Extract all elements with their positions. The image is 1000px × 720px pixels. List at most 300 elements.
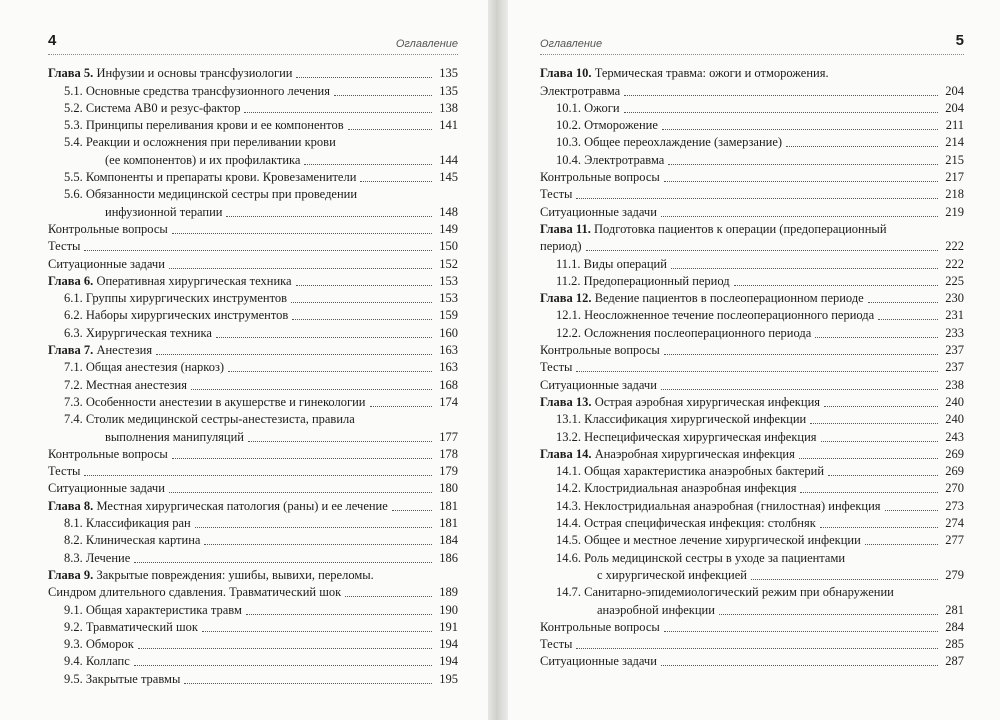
entry-text: 6.3. Хирургическая техника	[64, 325, 212, 340]
entry-text: 13.1. Классификация хирургической инфекции	[556, 412, 807, 427]
page-ref: 195	[439, 671, 458, 686]
toc-entry	[48, 272, 458, 289]
entry-text: период)	[540, 239, 582, 254]
toc-entry	[48, 427, 458, 444]
toc-entry	[540, 635, 964, 652]
left-page	[0, 0, 488, 720]
toc-entry	[48, 410, 458, 427]
dot-leader	[668, 163, 938, 165]
entry-text: 10.1. Ожоги	[556, 100, 620, 115]
entry-text: 14.4. Острая специфическая инфекция: столбняк	[556, 516, 816, 531]
page-ref: 141	[439, 118, 458, 133]
toc-entry	[540, 254, 964, 271]
toc-entry	[48, 99, 458, 116]
entry-text: 6.1. Группы хирургических инструментов	[64, 291, 288, 306]
toc-entry-title	[48, 222, 168, 237]
toc-entry	[540, 323, 964, 340]
page-ref: 138	[439, 100, 458, 115]
toc-entry	[540, 479, 964, 496]
toc-entry-title	[48, 274, 292, 289]
entry-text: 14.5. Общее и местное лечение хирургической инфекции	[556, 533, 861, 548]
dot-leader	[370, 405, 432, 407]
toc-entry-title	[64, 308, 288, 323]
entry-text: 5.3. Принципы переливания крови и ее компонентов	[64, 118, 344, 133]
page-ref: 277	[945, 533, 964, 548]
toc-entry-title	[556, 118, 658, 133]
toc-entry	[48, 375, 458, 392]
dot-leader	[815, 336, 938, 338]
toc-entry-title	[540, 66, 829, 81]
dot-leader	[244, 111, 432, 113]
toc-entry-title	[105, 430, 244, 445]
chapter-label: Глава 9.	[48, 567, 94, 582]
entry-text: 5.1. Основные средства трансфузионного лечения	[64, 83, 330, 98]
toc-entry-title	[540, 343, 660, 358]
toc-entry-title	[105, 153, 300, 168]
toc-entry-title	[64, 378, 187, 393]
entry-text: Анаэробная хирургическая инфекция	[594, 446, 795, 461]
dot-leader	[304, 163, 432, 165]
toc-entry-title	[64, 551, 130, 566]
toc-entry-title	[556, 153, 664, 168]
toc-entry-title	[556, 516, 816, 531]
toc-entry	[540, 445, 964, 462]
entry-text: 9.2. Травматический шок	[64, 619, 198, 634]
page-ref: 135	[439, 83, 458, 98]
page-number: 5	[955, 32, 964, 49]
toc-entry	[48, 462, 458, 479]
page-ref: 240	[945, 394, 964, 409]
toc-entry	[48, 150, 458, 167]
dot-leader	[878, 318, 938, 320]
book-gutter	[488, 0, 508, 720]
toc-entry	[48, 445, 458, 462]
page-ref: 218	[945, 187, 964, 202]
toc-entry-title	[540, 170, 660, 185]
toc-entry-title	[540, 84, 620, 99]
toc-entry	[540, 185, 964, 202]
chapter-label: Глава 11.	[540, 221, 591, 236]
entry-text: 8.3. Лечение	[64, 550, 131, 565]
page-ref: 233	[945, 325, 964, 340]
toc-entry-title	[540, 620, 660, 635]
toc-entry-title	[48, 481, 165, 496]
toc-entry-title	[556, 326, 811, 341]
toc-entry	[540, 462, 964, 479]
entry-text: Синдром длительного сдавления. Травматический шок	[48, 585, 342, 600]
dot-leader	[821, 440, 938, 442]
toc-entry-title	[556, 551, 845, 566]
page-ref: 179	[439, 464, 458, 479]
running-header	[540, 34, 964, 55]
toc-entry	[540, 341, 964, 358]
dot-leader	[169, 491, 432, 493]
toc-entry	[540, 289, 964, 306]
table-of-contents	[540, 64, 964, 669]
page-ref: 238	[945, 377, 964, 392]
dot-leader	[661, 664, 938, 666]
entry-text: инфузионной терапии	[105, 204, 223, 219]
page-ref: 225	[945, 273, 964, 288]
dot-leader	[134, 561, 432, 563]
table-of-contents	[48, 64, 458, 687]
dot-leader	[246, 613, 432, 615]
page-ref: 159	[439, 308, 458, 323]
entry-text: Тесты	[48, 239, 81, 254]
entry-text: 5.6. Обязанности медицинской сестры при проведении	[64, 187, 358, 202]
page-ref: 194	[439, 654, 458, 669]
dot-leader	[799, 457, 938, 459]
page-ref: 211	[945, 118, 964, 133]
dot-leader	[334, 94, 432, 96]
toc-entry	[48, 393, 458, 410]
toc-entry	[48, 341, 458, 358]
page-ref: 230	[945, 291, 964, 306]
page-ref: 181	[439, 498, 458, 513]
dot-leader	[226, 215, 432, 217]
toc-entry	[48, 566, 458, 583]
entry-text: Контрольные вопросы	[540, 170, 660, 185]
toc-entry-title	[64, 620, 198, 635]
page-ref: 153	[439, 273, 458, 288]
dot-leader	[586, 249, 938, 251]
toc-entry-title	[540, 378, 657, 393]
dot-leader	[84, 249, 432, 251]
toc-entry-title	[64, 291, 287, 306]
toc-entry-title	[64, 637, 134, 652]
page-ref: 190	[439, 602, 458, 617]
entry-text: 14.1. Общая характеристика анаэробных бактерий	[556, 464, 825, 479]
toc-entry	[540, 81, 964, 98]
entry-text: Тесты	[48, 464, 81, 479]
toc-entry-title	[64, 395, 366, 410]
entry-text: Ситуационные задачи	[540, 654, 657, 669]
page-ref: 189	[439, 585, 458, 600]
toc-entry	[540, 548, 964, 565]
entry-text: Тесты	[540, 360, 573, 375]
page-ref: 237	[945, 343, 964, 358]
entry-text: Ситуационные задачи	[540, 204, 657, 219]
dot-leader	[868, 301, 938, 303]
page-ref: 191	[439, 619, 458, 634]
toc-entry	[540, 133, 964, 150]
running-header	[48, 34, 458, 55]
dot-leader	[296, 284, 432, 286]
toc-entry-title	[556, 464, 824, 479]
toc-entry-title	[540, 239, 582, 254]
entry-text: 5.4. Реакции и осложнения при переливании крови	[64, 135, 336, 150]
entry-text: Закрытые повреждения: ушибы, вывихи, переломы.	[96, 567, 374, 582]
toc-entry-title	[48, 66, 292, 81]
toc-entry-title	[540, 654, 657, 669]
entry-text: 7.4. Столик медицинской сестры-анестезиста, правила	[64, 412, 355, 427]
dot-leader	[885, 509, 938, 511]
page-ref: 215	[945, 152, 964, 167]
toc-entry	[540, 306, 964, 323]
toc-entry	[48, 531, 458, 548]
dot-leader	[202, 630, 432, 632]
toc-entry-title	[64, 672, 180, 687]
entry-text: 7.3. Особенности анестезии в акушерстве и гинекологии	[64, 394, 366, 409]
entry-text: 6.2. Наборы хирургических инструментов	[64, 308, 289, 323]
toc-entry	[540, 150, 964, 167]
chapter-label: Глава 8.	[48, 498, 94, 513]
page-ref: 270	[945, 481, 964, 496]
entry-text: 8.2. Клиническая картина	[64, 533, 201, 548]
entry-text: 14.3. Неклостридиальная анаэробная (гнилостная) инфекция	[556, 498, 881, 513]
toc-entry	[540, 202, 964, 219]
chapter-label: Глава 10.	[540, 66, 592, 81]
toc-entry-title	[540, 187, 572, 202]
toc-entry-title	[597, 603, 715, 618]
toc-entry-title	[64, 516, 191, 531]
page-ref: 204	[945, 83, 964, 98]
toc-entry-title	[556, 499, 881, 514]
dot-leader	[228, 370, 432, 372]
dot-leader	[661, 215, 938, 217]
entry-text: Тесты	[540, 187, 573, 202]
dot-leader	[345, 595, 432, 597]
toc-entry	[48, 168, 458, 185]
toc-entry	[540, 358, 964, 375]
chapter-label: Глава 6.	[48, 273, 94, 288]
toc-entry	[540, 64, 964, 81]
page-ref: 217	[945, 170, 964, 185]
entry-text: Ситуационные задачи	[48, 481, 165, 496]
chapter-label: Глава 7.	[48, 343, 94, 358]
toc-entry-title	[48, 447, 168, 462]
entry-text: (ее компонентов) и их профилактика	[105, 152, 301, 167]
dot-leader	[204, 543, 432, 545]
dot-leader	[84, 474, 432, 476]
page-ref: 178	[439, 446, 458, 461]
dot-leader	[156, 353, 432, 355]
toc-entry-title	[540, 360, 572, 375]
chapter-label: Глава 12.	[540, 291, 592, 306]
entry-text: Контрольные вопросы	[48, 221, 168, 236]
toc-entry	[540, 237, 964, 254]
page-ref: 152	[439, 256, 458, 271]
toc-entry	[540, 427, 964, 444]
toc-entry	[48, 202, 458, 219]
dot-leader	[664, 353, 938, 355]
toc-entry	[540, 99, 964, 116]
dot-leader	[138, 647, 432, 649]
toc-entry-title	[64, 118, 344, 133]
toc-entry-title	[64, 654, 130, 669]
dot-leader	[169, 267, 432, 269]
page-ref: 279	[945, 567, 964, 582]
toc-entry	[48, 116, 458, 133]
toc-entry	[48, 254, 458, 271]
toc-entry-title	[540, 205, 657, 220]
toc-entry-title	[48, 239, 80, 254]
toc-entry-title	[64, 533, 200, 548]
entry-text: Контрольные вопросы	[48, 446, 168, 461]
dot-leader	[172, 457, 432, 459]
entry-text: 10.2. Отморожение	[556, 118, 658, 133]
toc-entry	[540, 531, 964, 548]
page-ref: 163	[439, 343, 458, 358]
page-ref: 285	[945, 637, 964, 652]
toc-entry	[540, 116, 964, 133]
toc-entry	[48, 185, 458, 202]
toc-entry-title	[556, 274, 730, 289]
entry-text: 14.7. Санитарно-эпидемиологический режим при обнаружении	[556, 585, 894, 600]
entry-text: Контрольные вопросы	[540, 343, 660, 358]
page-ref: 150	[439, 239, 458, 254]
entry-text: 11.2. Предоперационный период	[556, 273, 730, 288]
toc-entry	[48, 652, 458, 669]
dot-leader	[392, 509, 432, 511]
entry-text: 9.5. Закрытые травмы	[64, 671, 181, 686]
entry-text: 11.1. Виды операций	[556, 256, 667, 271]
dot-leader	[195, 526, 432, 528]
page-ref: 135	[439, 66, 458, 81]
running-title: Оглавление	[395, 38, 458, 50]
toc-entry-title	[48, 343, 152, 358]
page-ref: 163	[439, 360, 458, 375]
toc-entry-title	[64, 84, 330, 99]
entry-text: Местная хирургическая патология (раны) и ее лечение	[96, 498, 388, 513]
page-ref: 287	[945, 654, 964, 669]
entry-text: 5.5. Компоненты и препараты крови. Кровезаменители	[64, 170, 357, 185]
dot-leader	[292, 318, 432, 320]
toc-entry-title	[64, 135, 336, 150]
page-ref: 214	[945, 135, 964, 150]
page-ref: 181	[439, 516, 458, 531]
toc-entry-title	[64, 187, 357, 202]
toc-entry	[48, 496, 458, 513]
dot-leader	[824, 405, 938, 407]
entry-text: 12.2. Осложнения послеоперационного периода	[556, 325, 812, 340]
toc-entry	[48, 133, 458, 150]
entry-text: 7.1. Общая анестезия (наркоз)	[64, 360, 225, 375]
running-title: Оглавление	[540, 38, 603, 50]
page-ref: 174	[439, 394, 458, 409]
dot-leader	[576, 370, 938, 372]
page-number: 4	[48, 32, 57, 49]
dot-leader	[576, 197, 938, 199]
page-ref: 168	[439, 377, 458, 392]
toc-entry-title	[540, 637, 572, 652]
toc-entry-title	[64, 360, 224, 375]
dot-leader	[172, 232, 432, 234]
entry-text: 13.2. Неспецифическая хирургическая инфекция	[556, 429, 817, 444]
dot-leader	[865, 543, 938, 545]
dot-leader	[662, 128, 938, 130]
page-ref: 153	[439, 291, 458, 306]
page-ref: 180	[439, 481, 458, 496]
dot-leader	[348, 128, 432, 130]
toc-entry-title	[556, 101, 620, 116]
toc-entry-title	[48, 585, 341, 600]
toc-entry	[48, 237, 458, 254]
page-ref: 284	[945, 619, 964, 634]
entry-text: Острая аэробная хирургическая инфекция	[594, 394, 821, 409]
toc-entry	[540, 583, 964, 600]
page-ref: 148	[439, 204, 458, 219]
dot-leader	[624, 111, 938, 113]
toc-entry-title	[556, 412, 806, 427]
toc-entry	[48, 479, 458, 496]
toc-entry-title	[105, 205, 222, 220]
toc-entry	[540, 566, 964, 583]
page-ref: 184	[439, 533, 458, 548]
entry-text: Ведение пациентов в послеоперационном периоде	[594, 291, 864, 306]
toc-entry	[48, 635, 458, 652]
toc-entry	[540, 220, 964, 237]
toc-entry	[540, 410, 964, 427]
dot-leader	[786, 145, 938, 147]
dot-leader	[664, 630, 938, 632]
toc-entry	[48, 583, 458, 600]
entry-text: 14.6. Роль медицинской сестры в уходе за пациентами	[556, 550, 846, 565]
dot-leader	[810, 422, 938, 424]
page-ref: 269	[945, 464, 964, 479]
entry-text: Ситуационные задачи	[540, 377, 657, 392]
toc-entry	[540, 393, 964, 410]
chapter-label: Глава 14.	[540, 446, 592, 461]
toc-entry	[48, 618, 458, 635]
page-ref: 240	[945, 412, 964, 427]
page-ref: 219	[945, 204, 964, 219]
toc-entry-title	[556, 430, 817, 445]
toc-entry	[540, 168, 964, 185]
toc-entry	[48, 669, 458, 686]
toc-entry-title	[540, 291, 864, 306]
dot-leader	[719, 613, 938, 615]
entry-text: 12.1. Неосложненное течение послеоперационного периода	[556, 308, 875, 323]
dot-leader	[360, 180, 432, 182]
toc-entry	[540, 375, 964, 392]
entry-text: Оперативная хирургическая техника	[96, 273, 292, 288]
toc-entry	[48, 306, 458, 323]
page-ref: 222	[945, 256, 964, 271]
toc-entry	[540, 652, 964, 669]
entry-text: анаэробной инфекции	[597, 602, 715, 617]
toc-entry	[48, 81, 458, 98]
toc-entry	[48, 64, 458, 81]
entry-text: Электротравма	[540, 83, 621, 98]
toc-entry-title	[540, 395, 820, 410]
page-ref: 144	[439, 152, 458, 167]
toc-entry-title	[556, 533, 861, 548]
toc-entry	[48, 220, 458, 237]
dot-leader	[184, 682, 432, 684]
page-ref: 274	[945, 516, 964, 531]
entry-text: 14.2. Клостридиальная анаэробная инфекция	[556, 481, 797, 496]
page-ref: 269	[945, 446, 964, 461]
page-ref: 160	[439, 325, 458, 340]
toc-entry-title	[48, 464, 80, 479]
page-ref: 222	[945, 239, 964, 254]
page-ref: 273	[945, 498, 964, 513]
entry-text: 9.3. Обморок	[64, 637, 134, 652]
toc-entry	[48, 600, 458, 617]
toc-entry-title	[64, 326, 212, 341]
entry-text: 8.1. Классификация ран	[64, 516, 191, 531]
toc-entry-title	[540, 222, 887, 237]
toc-entry-title	[556, 585, 894, 600]
page-ref: 194	[439, 637, 458, 652]
dot-leader	[291, 301, 432, 303]
dot-leader	[661, 388, 938, 390]
toc-entry-title	[556, 308, 874, 323]
entry-text: с хирургической инфекцией	[597, 567, 747, 582]
dot-leader	[828, 474, 938, 476]
entry-text: Анестезия	[96, 343, 153, 358]
